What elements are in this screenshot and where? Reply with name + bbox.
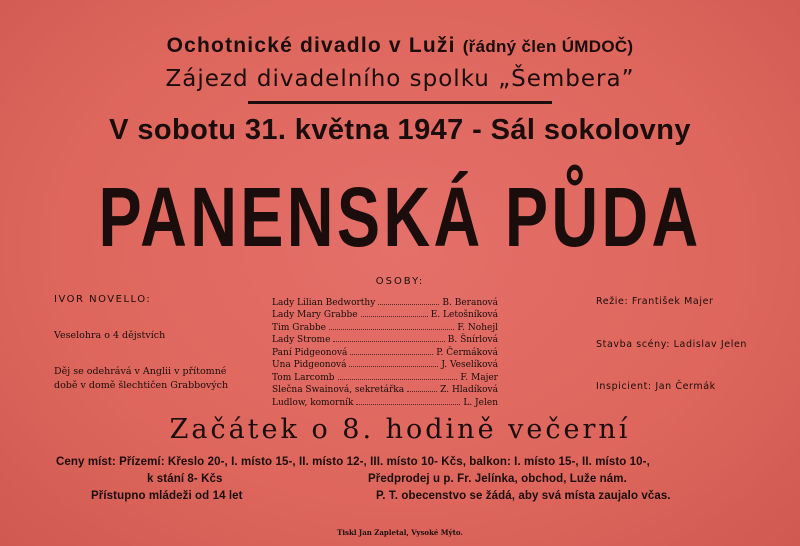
- presale-info: Předprodej u p. Fr. Jelínka, obchod, Luže nám.: [368, 473, 627, 485]
- tour-line: Zájezd divadelního spolku „Šembera”: [165, 66, 635, 92]
- play-title: PANENSKÁ PŮDA: [98, 169, 702, 265]
- membership-note: (řádný člen ÚMDOČ): [462, 37, 634, 56]
- setting-line-2: době v domě šlechtičen Grabbových: [54, 380, 229, 391]
- prices-line-1: Ceny míst: Přízemí: Křeslo 20-, I. místo 15-, II. místo 12-, III. místo 10- Kčs, balkon: I. místo 15-, II. místo 10-,: [56, 456, 650, 468]
- cast-role: Tom Larcomb: [272, 372, 335, 383]
- cast-row: [272, 308, 498, 321]
- cast-role: Lady Mary Grabbe: [272, 310, 358, 320]
- cast-row: [272, 320, 498, 333]
- printer-credit: Tiskl Jan Zapletal, Vysoké Mýto.: [337, 528, 463, 537]
- setting-line-1: Děj se odehrává v Anglii v přítomné: [54, 366, 227, 377]
- cast-row: [272, 383, 498, 396]
- cast-actor: L. Jelen: [463, 397, 498, 408]
- cast-role: Lady Strome: [272, 335, 331, 345]
- theatre-name-text: Ochotnické divadlo v Luži: [166, 34, 456, 57]
- cast-role: Tim Grabbe: [272, 322, 326, 333]
- cast-row: [272, 345, 498, 358]
- cast-role: Lady Lilian Bedworthy: [272, 297, 376, 308]
- cast-actor: J. Veselíková: [441, 360, 498, 370]
- cast-actor: F. Majer: [460, 372, 498, 383]
- cast-actor: Z. Hladíková: [440, 385, 498, 395]
- stage-manager: Inspicient: Jan Čermák: [596, 381, 716, 392]
- cast-actor: P. Čermáková: [436, 347, 498, 358]
- cast-role: Slečna Swainová, sekretářka: [272, 385, 405, 395]
- start-time: Začátek o 8. hodině večerní: [169, 414, 631, 445]
- cast-row: [272, 333, 498, 346]
- cast-actor: B. Beranová: [442, 297, 498, 308]
- cast-role: Ludlow, komorník: [272, 397, 354, 408]
- cast-role: Paní Pidgeonová: [272, 347, 348, 358]
- cast-list: [272, 295, 498, 408]
- audience-notice: P. T. obecenstvo se žádá, aby svá místa zaujalo včas.: [376, 490, 671, 502]
- cast-actor: F. Nohejl: [457, 322, 498, 333]
- set-designer: Stavba scény: Ladislav Jelen: [596, 339, 748, 350]
- cast-row: [272, 358, 498, 371]
- director: Režie: František Majer: [596, 296, 714, 307]
- cast-role: Una Pidgeonová: [272, 360, 347, 370]
- cast-actor: B. Šnírlová: [447, 335, 498, 345]
- standing-price: k stání 8- Kčs: [147, 473, 223, 485]
- genre: Veselohra o 4 dějstvích: [54, 330, 166, 341]
- cast-actor: E. Letošníková: [430, 310, 498, 320]
- cast-row: [272, 395, 498, 408]
- author: IVOR NOVELLO:: [54, 294, 152, 305]
- age-restriction: Přístupno mládeži od 14 let: [91, 490, 243, 502]
- underline-divider: [248, 101, 552, 104]
- date-venue: V sobotu 31. května 1947 - Sál sokolovny: [109, 114, 691, 146]
- cast-heading: OSOBY:: [375, 276, 425, 287]
- theatre-name: [0, 34, 800, 58]
- cast-row: [272, 370, 498, 383]
- cast-row: [272, 295, 498, 308]
